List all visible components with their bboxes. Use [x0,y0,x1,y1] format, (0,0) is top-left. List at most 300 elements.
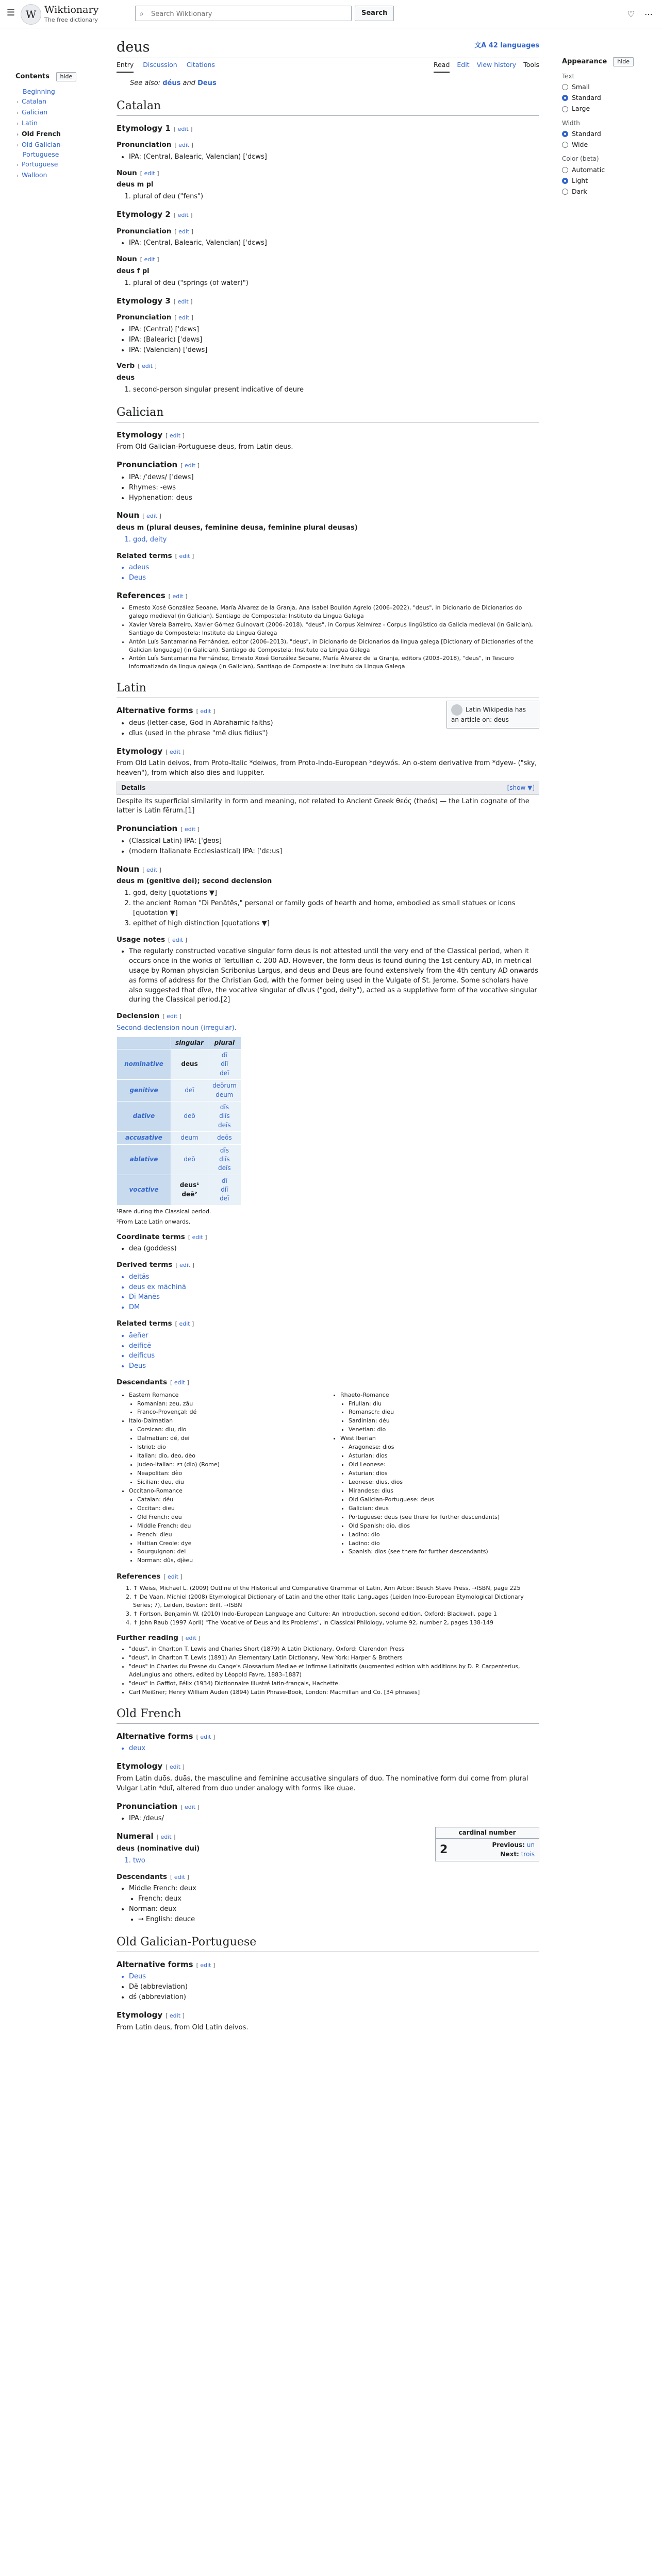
see-also-label: See also: [130,79,161,87]
descendant-item: • Bourguignon: dei [137,1548,328,1556]
heading-text: Related terms [117,1319,172,1328]
section-heading: Latin [117,680,539,698]
edit-link[interactable]: [ edit ] [163,1573,183,1581]
toc-header [15,72,98,82]
toc-item-old-french[interactable] [16,129,98,139]
case-label: vocative [117,1175,171,1205]
table-cell: dīs diīs deīs [208,1144,241,1175]
site-tagline: The free dictionary [44,16,98,23]
radio-width-standard[interactable] [562,129,650,139]
descendant-item: • Sicilian: deu, diu [137,1478,328,1486]
descendant-item: • Norman: deux [129,1905,539,1914]
section-old-french [117,1706,539,1925]
donate-icon[interactable]: ♡ [627,9,635,19]
descendants-list [117,1391,328,1565]
table-cell: deī [171,1080,208,1101]
case-label: nominative [117,1049,171,1080]
table-row [117,1080,241,1101]
wikipedia-box [446,701,539,728]
subsection-heading [117,2010,539,2021]
descendant-item: • Istriot: dio [137,1443,328,1451]
toc-item-latin[interactable] [16,118,98,128]
descendant-item: • Judeo-Italian: דיו (dio) (Rome) [137,1461,328,1469]
heading-text: Pronunciation [117,227,172,235]
edit-link[interactable]: [ edit ] [196,1733,216,1740]
section-old-galician-portuguese [117,1934,539,2033]
chevron-right-icon[interactable]: › [16,173,19,179]
radio-color-dark[interactable] [562,187,650,196]
edit-link[interactable]: [ edit ] [180,1803,200,1810]
descendant-item: • Italo-Dalmatian [129,1417,328,1425]
derived-term-link[interactable]: • Dī Mānēs [129,1293,539,1302]
radio-label: Light [572,176,588,184]
reference-item: 3. ↑ Fortson, Benjamin W. (2010) Indo-European Language and Culture: An Introduction, second edition, Oxford: Blackwell, page 1 [133,1610,539,1618]
radio-label: Standard [572,94,601,102]
appearance-title: Appearance [562,58,607,65]
case-label: accusative [117,1132,171,1144]
language-icon: 文A [474,42,489,49]
heading-text: Noun [117,511,140,520]
radio-label: Small [572,83,590,91]
related-term-link[interactable]: • āeñer [129,1331,539,1341]
table-row [117,1101,241,1131]
subsection-heading [117,510,539,521]
edit-link[interactable]: [ edit ] [173,298,193,305]
text-size-label: Text [562,72,575,80]
usage-note: • The regularly constructed vocative singular form deus is not attested until the very end of the Classical period, when it occurs once in the works of Tertullian c. 200 AD. However, the form deus is found during the 1st century AD, in metrical usage by Roman physician Scribonius Largus, and deus and Deus are found extensively from the 4th century AD onwards as forms of address for the Christian God, with the former being used in the Vulgate of St. Jerome. Some scholars have also suggested that dīve, the vocative singular of dīvus ("god, deity"), acted as a suppletive form of the vocative singular during the Classical period.[2] [129,947,539,1005]
descendant-item: • West Iberian [340,1434,539,1443]
edit-link[interactable]: [ edit ] [174,142,194,149]
related-term-link[interactable]: • adeus [129,563,539,573]
radio-selected-icon [562,131,568,137]
definition: 2. the ancient Roman "Di Penātēs," personal or family gods of hearth and home, embodied as small statues or icons [quotation ▼] [133,899,539,919]
radio-selected-icon [562,95,568,101]
edit-link[interactable]: [ edit ] [162,1013,182,1020]
box-number: 2 [440,1843,448,1856]
title-bar [117,34,539,58]
table-footnote: ¹Rare during the Classical period. [117,1208,211,1215]
edit-link[interactable]: [ edit ] [138,363,157,370]
hyphenation-line: • Hyphenation: deus [129,494,539,503]
toc-item-galician[interactable] [16,108,98,117]
definition: 3. epithet of high distinction [quotations ▼] [133,919,539,929]
toc-item-beginning[interactable]: Beginning [23,87,55,95]
see-also-link[interactable]: Deus [197,79,217,87]
next-row [455,1850,535,1859]
color-label: Color (beta) [562,155,599,163]
toc-item-label: Galician [22,108,48,116]
subsection-heading [117,313,539,323]
alt-form: • dīus (used in the phrase "mē dius fidius") [129,729,539,739]
reference-item: 2. ↑ De Vaan, Michiel (2008) Etymological Dictionary of Latin and the other Italic Languages (Leiden Indo-European Etymological Dictionary Series; 7), Leiden, Boston: Brill, →ISBN [133,1593,539,1609]
radio-text-large[interactable] [562,104,650,113]
descendant-item: • Middle French: deu [137,1522,328,1530]
alt-form: • deus (letter-case, God in Abrahamic faiths) [129,719,539,728]
descendant-item: • Aragonese: dios [349,1443,539,1451]
toc-item-label: Old French [22,129,61,138]
edit-link[interactable]: [ edit ] [173,212,193,219]
etymology-text: From Old Latin deivos, from Proto-Italic *deiwos, from Proto-Indo-European *deywós. An o-stem derivative from *dyew- ("sky, heaven"), from which also dies and Iuppiter. [117,759,537,777]
alt-form[interactable]: • Deus [129,1972,539,1982]
toc-item-label: Old Galician-Portuguese [22,140,63,158]
edit-link[interactable]: [ edit ] [168,936,187,943]
next-link[interactable]: trois [521,1850,535,1858]
edit-link[interactable]: [ edit ] [188,1233,207,1241]
headword-line: deus m (plural deuses, feminine deusa, feminine plural deusas) [117,524,358,532]
edit-link[interactable]: [ edit ] [170,1379,189,1386]
descendant-item: • Occitano-Romance [129,1487,328,1495]
edit-link[interactable]: [ edit ] [180,826,200,833]
toc-item-catalan[interactable] [16,97,98,107]
section-heading: Old Galician-Portuguese [117,1934,539,1952]
related-term-link[interactable]: • Deus [129,573,539,583]
prev-row [455,1841,535,1850]
subsection-heading [117,1801,539,1812]
toc-title: Contents [15,73,49,80]
heading-text: Descendants [117,1378,168,1387]
heading-text: Derived terms [117,1261,173,1269]
tab-read[interactable]: Read [434,60,450,73]
page-tabs [117,60,539,75]
box-title: cardinal number [436,1827,539,1839]
user-menu-icon[interactable]: ⋯ [644,9,653,19]
radio-color-automatic[interactable] [562,165,650,175]
tab-view-history[interactable]: View history [476,61,517,69]
edit-link[interactable]: [ edit ] [175,552,194,560]
table-cell: dī diī deī [208,1049,241,1080]
subsection-heading [117,168,539,179]
ipa-line: • IPA: /ˈdews/ [ˈdews] [129,473,539,483]
heading-text: Pronunciation [117,460,178,470]
radio-color-light[interactable] [562,176,650,185]
radio-icon [562,84,568,90]
chevron-right-icon[interactable]: › [16,162,19,168]
toc-item-portuguese[interactable] [16,160,98,170]
heading-text: References [117,1572,161,1581]
radio-label: Dark [572,187,587,195]
main-content [117,34,539,2035]
heading-text: Etymology 1 [117,123,171,133]
languages-button[interactable] [474,41,539,51]
reference-item: • Antón Luís Santamarina Fernández, Ernesto Xosé González Seoane, María Álvarez de la Granja, editors (2003–2018), "deus", in Tesouro informatizado da lingua galega (in Galician), Santiago de Compostela: Instituto da Lingua Galega [129,654,539,671]
subsection-heading [117,1959,539,1971]
descendant-item: • → English: deuce [138,1915,539,1925]
derived-term-link[interactable]: • DM [129,1303,539,1313]
details-collapsible[interactable] [117,782,539,794]
heading-text: Etymology [117,430,163,439]
subsection-heading [117,1011,539,1022]
descendant-item: • Corsican: diu, dio [137,1426,328,1434]
heading-text: Further reading [117,1633,178,1642]
edit-link[interactable]: [ edit ] [180,462,200,469]
subsection-heading [117,460,539,471]
show-toggle[interactable]: [show ▼] [507,784,535,792]
related-term-link[interactable]: • deificus [129,1351,539,1361]
ipa-line: • IPA: (Balearic) [ˈdəws] [129,335,539,345]
search-input[interactable] [150,8,307,20]
derived-term-link[interactable]: • deitās [129,1273,539,1282]
further-reading-item: • "deus", in Charlton T. Lewis and Charles Short (1879) A Latin Dictionary, Oxford: Clarendon Press [129,1645,539,1653]
search-icon: ⌕ [140,10,144,18]
edit-link[interactable]: [ edit ] [156,1834,176,1841]
descendant-item: • French: dieu [137,1531,328,1539]
descendant-item: • Romanian: zeu, zău [137,1400,328,1408]
edit-link[interactable]: [ edit ] [196,1961,216,1969]
subsection-heading [117,935,539,945]
table-cell: deus [171,1049,208,1080]
heading-text: Noun [117,255,137,264]
toc-item-label: Latin [22,118,38,127]
subsection-heading [117,430,539,441]
subsection-heading [117,1872,539,1883]
descendant-item: • Venetian: dio [349,1426,539,1434]
descendants-left [117,1390,328,1566]
box-row [436,1839,539,1861]
descendant-item: • Neapolitan: dèo [137,1469,328,1478]
table-cell: deus¹ deē² [171,1175,208,1205]
case-label: ablative [117,1144,171,1175]
table-row [117,1144,241,1175]
edit-link[interactable]: [ edit ] [142,513,161,520]
descendant-item: • Friulian: diu [349,1400,539,1408]
edit-link[interactable]: [ edit ] [170,1873,189,1880]
wikipedia-globe-icon [451,704,462,716]
width-label: Width [562,119,580,127]
heading-text: Alternative forms [117,1731,193,1741]
heading-text: Pronunciation [117,1801,178,1811]
rhymes-line: • Rhymes: -ews [129,483,539,493]
heading-text: Pronunciation [117,313,172,322]
tools-menu[interactable]: Tools [523,61,539,69]
site-name[interactable]: Wiktionary [44,4,99,15]
edit-link[interactable]: [ edit ] [166,432,185,439]
appearance-header [562,57,650,67]
descendant-item: • Romansch: dieu [349,1408,539,1416]
descendant-item: • Haitian Creole: dye [137,1539,328,1548]
descendant-item: • Eastern Romance [129,1391,328,1399]
tab-entry[interactable]: Entry [117,60,134,73]
edit-link[interactable]: [ edit ] [173,125,193,132]
table-cell: dīs diīs deīs [208,1101,241,1131]
section-heading: Catalan [117,98,539,116]
toc-item-old-galician-portuguese[interactable] [16,140,98,159]
alt-form: • dś (abbreviation) [129,1993,539,2003]
table-cell: deōrum deum [208,1080,241,1101]
alt-form[interactable]: • deux [129,1744,539,1754]
edit-link[interactable]: [ edit ] [174,228,194,235]
table-cell: deō [171,1144,208,1175]
section-latin [117,680,539,1696]
heading-text: References [117,591,166,601]
reference-item: • Antón Luís Santamarina Fernández, editor (2006–2013), "deus", in Dicionario de Dicionarios da lingua galega [Dictionary of Dictionaries of the Galician language] (in Galician), Santiago de Compostela: Instituto da Lingua Galega [129,638,539,654]
radio-width-wide[interactable] [562,140,650,149]
table-cell: dī diī deī [208,1175,241,1205]
wikipedia-link[interactable]: Latin Wikipedia has an article on: deus [451,706,526,724]
wiktionary-logo[interactable]: W [21,4,41,25]
related-term-link[interactable]: • Deus [129,1362,539,1371]
descendant-item: • Occitan: dieu [137,1504,328,1513]
ipa-line: • (modern Italianate Ecclesiastical) IPA: [ˈdɛːus] [129,847,539,857]
chevron-right-icon[interactable]: › [16,110,19,116]
related-term-link[interactable]: • deificē [129,1342,539,1351]
table-row [117,1175,241,1205]
see-also-link[interactable]: déus [162,79,181,87]
subsection-heading [117,1761,539,1772]
alt-form: • Dẽ (abbreviation) [129,1982,539,1992]
reference-item: 1. ↑ Weiss, Michael L. (2009) Outline of the Historical and Comparative Grammar of Latin, Ann Arbor: Beech Stave Press, →ISBN, page 225 [133,1584,539,1592]
subsection-heading [117,296,539,307]
derived-term-link[interactable]: • deus ex māchinā [129,1283,539,1293]
descendant-item: • Norman: dûs, djèeu [137,1556,328,1565]
edit-link[interactable]: [ edit ] [168,593,188,600]
radio-text-small[interactable] [562,82,650,92]
search-box [135,6,352,21]
subsection-heading [117,590,539,602]
headword-line: deus [117,374,135,382]
coordinate-term: • dea (goddess) [129,1244,539,1254]
site-header [0,0,662,28]
edit-link[interactable]: [ edit ] [174,314,194,321]
heading-text: Pronunciation [117,824,178,834]
subsection-heading [117,1572,539,1582]
descendants-right [328,1390,539,1566]
edit-link[interactable]: [ edit ] [166,748,185,755]
cardinal-number-box [435,1827,539,1861]
descendant-item: • Middle French: deux [129,1884,539,1894]
subsection-heading [117,864,539,875]
column-header: singular [171,1037,208,1049]
further-reading-item: • "deus" in Charles du Fresne du Cange's Glossarium Mediae et Infimae Latinitatis (augmented edition with additions by D. P. Carpenterius, Adelungius and others, edited by Léopold Favre, 1883–1887) [129,1663,539,1679]
edit-link[interactable]: [ edit ] [142,866,161,873]
descendant-item: • Catalan: déu [137,1496,328,1504]
descendant-item: • Rhaeto-Romance [340,1391,539,1399]
edit-link[interactable]: [ edit ] [166,2012,185,2019]
etymology-text: From Latin duōs, duās, the masculine and feminine accusative singulars of duo. The nominative form dui come from plural Vulgar Latin *duī, altered from duo under analogy with forms like duae. [117,1775,528,1792]
subsection-heading [117,255,539,265]
edit-link[interactable]: [ edit ] [181,1634,201,1641]
table-corner [117,1037,171,1049]
heading-text: Alternative forms [117,706,193,716]
subsection-heading [117,1378,539,1388]
descendants-columns [117,1390,539,1566]
headword-line: deus (nominative dui) [117,1845,200,1853]
definition: 1. god, deity [133,535,539,545]
ipa-line: • IPA: (Valencian) [ˈdews] [129,346,539,355]
descendant-item: • Spanish: dios (see there for further descendants) [349,1548,539,1556]
radio-label: Large [572,105,590,113]
case-label: genitive [117,1080,171,1101]
table-cell: deō [171,1101,208,1131]
edit-link[interactable]: [ edit ] [166,1764,185,1771]
toc-item-walloon[interactable] [16,171,98,180]
table-row [117,1049,241,1080]
reference-item: • Xavier Varela Barreiro, Xavier Gómez Guinovart (2006–2018), "deus", in Corpus Xelmírez - Corpus lingüístico da Galicia medieval (in Galician), Santiago de Compostela: Instituto da Lingua Galega [129,621,539,637]
descendant-item: • Sardinian: déu [349,1417,539,1425]
radio-text-standard[interactable] [562,93,650,103]
radio-icon [562,189,568,195]
heading-text: Descendants [117,1872,168,1881]
subsection-heading [117,1731,539,1742]
toc-item-label: Portuguese [22,160,58,168]
heading-text: Etymology [117,1761,163,1771]
section-galician [117,404,539,671]
descendant-item: • Old Leonese: [349,1461,539,1469]
column-header: plural [208,1037,241,1049]
radio-label: Standard [572,130,601,138]
subsection-heading [117,746,539,757]
case-label: dative [117,1101,171,1131]
heading-text: Numeral [117,1832,154,1841]
page-title: deus [117,39,150,55]
subsection-heading [117,361,539,371]
edit-link[interactable]: [ edit ] [140,170,159,177]
definition: 1. second-person singular present indicative of deure [133,385,539,395]
tab-citations[interactable]: Citations [186,61,215,69]
descendant-item: • Leonese: dius, dios [349,1478,539,1486]
prev-link[interactable]: un [526,1841,535,1849]
edit-link[interactable]: [ edit ] [196,708,216,715]
heading-text: Alternative forms [117,1959,193,1969]
chevron-right-icon[interactable]: › [16,121,19,127]
appearance-hide-button[interactable]: hide [613,57,634,66]
toc-hide-button[interactable]: hide [56,72,77,81]
appearance-panel [562,57,650,198]
chevron-right-icon[interactable]: › [16,131,19,138]
radio-icon [562,106,568,112]
radio-icon [562,167,568,173]
languages-label: 42 languages [488,42,539,49]
radio-icon [562,142,568,148]
main-menu-icon[interactable]: ☰ [6,7,15,18]
definition: 1. god, deity [quotations ▼] [133,889,539,899]
further-reading-item: • Carl Meißner; Henry William Auden (1894) Latin Phrase-Book, London: Macmillan and Co. [34 phrases] [129,1688,539,1697]
reference-item: • Ernesto Xosé González Seoane, María Álvarez de la Granja, Ana Isabel Boullón Agrelo (2006–2022), "deus", in Dicionario de Dicionarios do galego medieval (in Galician), Santiago de Compostela: Instituto da Lingua Galega [129,604,539,620]
table-cell: deum [171,1132,208,1144]
table-cell: deōs [208,1132,241,1144]
section-heading: Old French [117,1706,539,1724]
edit-link[interactable]: [ edit ] [175,1262,195,1269]
tab-edit[interactable]: Edit [457,61,470,69]
heading-text: Etymology 3 [117,296,171,306]
subsection-heading [117,123,539,134]
headword-line: deus m (genitive deī); second declension [117,877,272,886]
table-footnote: ²From Late Latin onwards. [117,1218,191,1225]
search-button[interactable]: Search [355,6,394,21]
heading-text: Etymology [117,746,163,756]
heading-text: Coordinate terms [117,1232,185,1241]
tab-discussion[interactable]: Discussion [143,61,177,69]
declension-text: Second-declension noun (irregular). [117,1024,237,1032]
subsection-heading [117,227,539,237]
descendant-item: • Old Galician-Portuguese: deus [349,1496,539,1504]
descendant-item: • Mirandese: dius [349,1487,539,1495]
chevron-right-icon[interactable]: › [16,99,19,105]
edit-link[interactable]: [ edit ] [175,1320,194,1328]
etymology-text: From Latin deus, from Old Latin deivos. [117,2023,249,2031]
reference-item: 4. ↑ John Raub (1997 April) "The Vocative of Deus and Its Problems", in Classical Philology, volume 92, number 2, pages 138-149 [133,1619,539,1627]
descendant-item: • Dalmatian: dé, dei [137,1434,328,1443]
table-of-contents [15,72,98,181]
chevron-right-icon[interactable]: › [16,142,19,148]
descendant-item: • French: deux [138,1894,539,1904]
descendant-item: • Asturian: dios [349,1469,539,1478]
edit-link[interactable]: [ edit ] [140,256,159,263]
heading-text: Noun [117,168,137,177]
subsection-heading [117,1633,539,1643]
descendant-item: • Italian: dio, deo, dèo [137,1452,328,1460]
definition: 1. plural of deu ("fens") [133,192,539,202]
subsection-heading [117,551,539,562]
